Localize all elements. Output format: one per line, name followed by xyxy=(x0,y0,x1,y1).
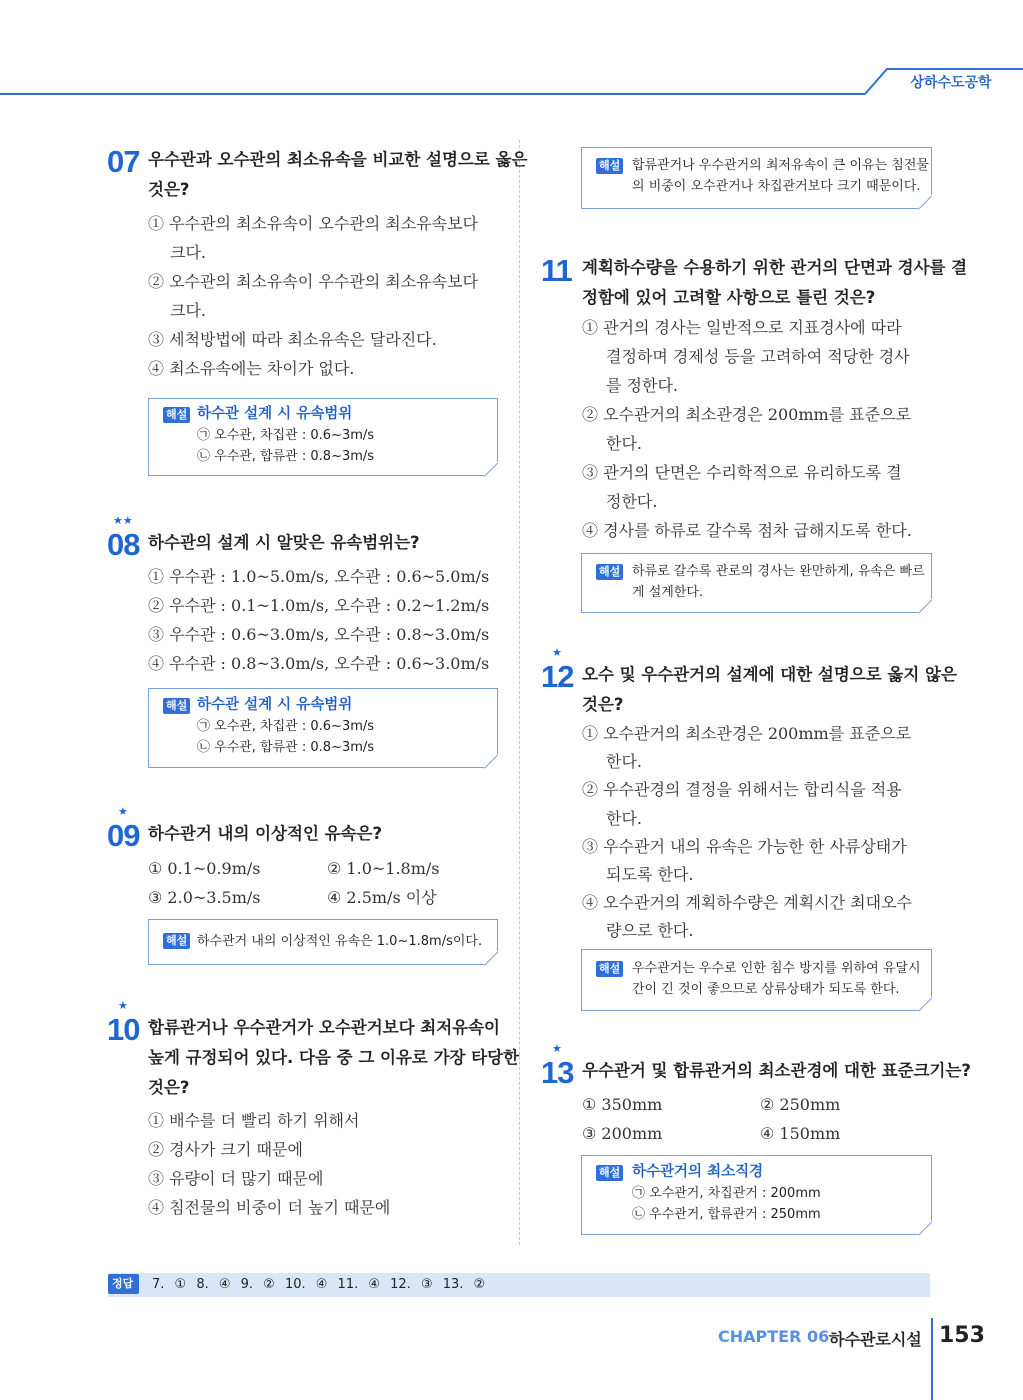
explanation-line: 하류로 갈수록 관로의 경사는 완만하게, 유속은 빠르 xyxy=(632,564,925,579)
page-number: 153 xyxy=(939,1323,985,1348)
explanation-line: ㉡ 우수관, 합류관 : 0.8~3m/s xyxy=(197,449,375,464)
option-4: ④ 우수관 : 0.8~3.0m/s, 오수관 : 0.6~3.0m/s xyxy=(148,654,490,673)
explanation-box xyxy=(148,398,498,476)
explanation-line: 우수관거는 우수로 인한 침수 방지를 위하여 유달시 xyxy=(632,961,921,976)
options xyxy=(148,562,489,678)
option-4: ④ 오수관거의 계획하수량은 계획시간 최대오수 xyxy=(582,893,913,913)
option-1: ① 오수관거의 최소관경은 200mm를 표준으로 xyxy=(582,724,912,743)
explanation-tag: 해설 xyxy=(596,158,623,174)
question-text xyxy=(148,819,382,849)
explanation-text xyxy=(632,958,921,1000)
difficulty-stars: ★ xyxy=(552,646,562,659)
question-line: 계획하수량을 수용하기 위한 관거의 단면과 경사를 결 xyxy=(582,258,968,277)
option-2: ② 오수관거의 최소관경은 200mm를 표준으로 xyxy=(582,405,912,424)
option-3: ③ 200mm xyxy=(582,1124,663,1143)
explanation-text xyxy=(632,561,925,603)
option-3: ③ 우수관 : 0.6~3.0m/s, 오수관 : 0.8~3.0m/s xyxy=(148,625,490,644)
explanation-tag: 해설 xyxy=(596,564,623,580)
difficulty-stars: ★ xyxy=(118,805,128,818)
explanation-text xyxy=(197,404,374,467)
box-corner xyxy=(918,997,932,1011)
explanation-box xyxy=(148,919,498,965)
explanation-tag: 해설 xyxy=(163,407,190,423)
option-2: ② 우수관경의 결정을 위해서는 합리식을 적용 xyxy=(582,780,902,800)
option-4: ④ 경사를 하류로 갈수록 점차 급해지도록 한다. xyxy=(582,521,912,540)
explanation-box xyxy=(581,949,932,1011)
option-1: ① 관거의 경사는 일반적으로 지표경사에 따라 xyxy=(582,318,902,337)
explanation-line: 의 비중이 오수관거나 차집관거보다 크기 때문이다. xyxy=(632,179,921,194)
option-4: ④ 최소유속에는 차이가 없다. xyxy=(148,359,355,378)
option-1-cont: 크다. xyxy=(170,243,206,262)
question-number: 11 xyxy=(541,253,572,288)
question-number: 08 xyxy=(107,527,140,562)
explanation-line: ㉡ 우수관거, 합류관거 : 250mm xyxy=(632,1207,821,1222)
question-line: 하수관거 내의 이상적인 유속은? xyxy=(148,824,383,843)
box-corner xyxy=(484,951,498,965)
box-corner xyxy=(484,462,498,476)
difficulty-stars: ★ xyxy=(552,1042,562,1055)
question-line: 하수관의 설계 시 알맞은 유속범위는? xyxy=(148,533,420,552)
explanation-box xyxy=(581,1155,932,1235)
explanation-line: 합류관거나 우수관거의 최저유속이 큰 이유는 침전물 xyxy=(632,158,929,173)
explanation-tag: 해설 xyxy=(596,1165,623,1181)
column-divider xyxy=(519,140,520,1245)
explanation-title: 하수관 설계 시 유속범위 xyxy=(197,406,353,422)
explanation-line: 게 설계한다. xyxy=(632,585,704,600)
option-4: ④ 2.5m/s 이상 xyxy=(327,888,437,907)
question-number: 09 xyxy=(107,818,140,853)
difficulty-stars: ★★ xyxy=(113,514,133,527)
question-line: 정함에 있어 고려할 사항으로 틀린 것은? xyxy=(582,288,876,307)
question-number: 12 xyxy=(541,659,574,694)
explanation-box xyxy=(581,553,932,613)
subject-tab xyxy=(865,68,1023,95)
explanation-title: 하수관거의 최소직경 xyxy=(632,1164,764,1180)
question-line: 합류관거나 우수관거가 오수관거보다 최저유속이 xyxy=(148,1018,500,1037)
explanation-tag: 해설 xyxy=(163,698,190,714)
explanation-line: 간이 긴 것이 좋으므로 상류상태가 되도록 한다. xyxy=(632,982,900,997)
option-2-cont: 한다. xyxy=(606,434,642,453)
explanation-title: 하수관 설계 시 유속범위 xyxy=(197,697,353,713)
chapter-title: 하수관로시설 xyxy=(829,1330,922,1349)
box-corner xyxy=(918,599,932,613)
subject-title: 상하수도공학 xyxy=(910,75,992,91)
box-corner xyxy=(918,195,932,209)
question-line: 것은? xyxy=(582,695,624,714)
question-line: 오수 및 우수관거의 설계에 대한 설명으로 옳지 않은 xyxy=(582,665,957,684)
options xyxy=(582,720,912,946)
question-text xyxy=(148,145,527,205)
answer-tag: 정답 xyxy=(108,1274,139,1294)
explanation-line: ㉠ 오수관, 차집관 : 0.6~3m/s xyxy=(197,719,375,734)
explanation-line: ㉡ 우수관, 합류관 : 0.8~3m/s xyxy=(197,740,375,755)
explanation-text xyxy=(632,155,929,197)
question-text xyxy=(148,528,420,558)
option-3: ③ 2.0~3.5m/s xyxy=(148,888,261,907)
option-2: ② 1.0~1.8m/s xyxy=(327,859,440,878)
question-line: 높게 규정되어 있다. 다음 중 그 이유로 가장 타당한 xyxy=(148,1048,520,1067)
question-text xyxy=(582,253,967,313)
option-1: ① 우수관 : 1.0~5.0m/s, 오수관 : 0.6~5.0m/s xyxy=(148,567,490,586)
option-3: ③ 우수관거 내의 유속은 가능한 한 사류상태가 xyxy=(582,836,907,856)
question-text xyxy=(582,1056,971,1086)
option-1: ① 우수관의 최소유속이 오수관의 최소유속보다 xyxy=(148,214,479,233)
question-text xyxy=(582,660,957,720)
explanation-line: ㉠ 오수관, 차집관 : 0.6~3m/s xyxy=(197,428,375,443)
question-text xyxy=(148,1013,519,1103)
option-2: ② 250mm xyxy=(760,1095,841,1114)
option-4-cont: 량으로 한다. xyxy=(606,921,694,941)
option-1: ① 배수를 더 빨리 하기 위해서 xyxy=(148,1111,360,1130)
question-number: 13 xyxy=(541,1055,574,1090)
chapter-label: CHAPTER 06 xyxy=(718,1327,830,1346)
option-1: ① 350mm xyxy=(582,1095,663,1114)
explanation-tag: 해설 xyxy=(163,933,190,949)
explanation-line: ㉠ 오수관거, 차집관거 : 200mm xyxy=(632,1186,821,1201)
option-2-cont: 한다. xyxy=(606,808,642,828)
option-4: ④ 침전물의 비중이 더 높기 때문에 xyxy=(148,1198,391,1217)
option-1-cont: 를 정한다. xyxy=(606,376,678,395)
option-3: ③ 유량이 더 많기 때문에 xyxy=(148,1169,324,1188)
question-line: 우수관과 오수관의 최소유속을 비교한 설명으로 옳은 xyxy=(148,150,528,169)
options xyxy=(582,313,912,545)
option-1: ① 0.1~0.9m/s xyxy=(148,859,261,878)
option-3: ③ 세척방법에 따라 최소유속은 달라진다. xyxy=(148,330,437,349)
explanation-text xyxy=(197,695,374,758)
header-rule xyxy=(0,93,865,95)
footer-divider xyxy=(931,1318,933,1400)
option-1-cont: 결정하며 경제성 등을 고려하여 적당한 경사 xyxy=(606,347,910,366)
question-line: 것은? xyxy=(148,180,190,199)
explanation-tag: 해설 xyxy=(596,961,623,977)
explanation-line: 하수관거 내의 이상적인 유속은 1.0~1.8m/s이다. xyxy=(197,934,483,949)
question-line: 우수관거 및 합류관거의 최소관경에 대한 표준크기는? xyxy=(582,1061,971,1080)
option-3: ③ 관거의 단면은 수리학적으로 유리하도록 결 xyxy=(582,463,902,482)
option-4: ④ 150mm xyxy=(760,1124,841,1143)
options xyxy=(148,1106,390,1222)
explanation-box xyxy=(148,688,498,768)
question-line: 것은? xyxy=(148,1078,190,1097)
explanation-box xyxy=(581,147,932,209)
question-number: 10 xyxy=(107,1012,140,1047)
option-3-cont: 정한다. xyxy=(606,492,658,511)
answer-list: 7. ① 8. ④ 9. ② 10. ④ 11. ④ 12. ③ 13. ② xyxy=(152,1277,486,1292)
options xyxy=(148,209,478,383)
explanation-text xyxy=(632,1162,821,1225)
box-corner xyxy=(918,1221,932,1235)
option-2: ② 오수관의 최소유속이 우수관의 최소유속보다 xyxy=(148,272,479,291)
question-number: 07 xyxy=(107,144,140,179)
box-corner xyxy=(484,754,498,768)
option-2: ② 우수관 : 0.1~1.0m/s, 오수관 : 0.2~1.2m/s xyxy=(148,596,490,615)
option-1-cont: 한다. xyxy=(606,752,642,772)
option-2-cont: 크다. xyxy=(170,301,206,320)
option-3-cont: 되도록 한다. xyxy=(606,865,694,885)
difficulty-stars: ★ xyxy=(118,999,128,1012)
option-2: ② 경사가 크기 때문에 xyxy=(148,1140,303,1159)
